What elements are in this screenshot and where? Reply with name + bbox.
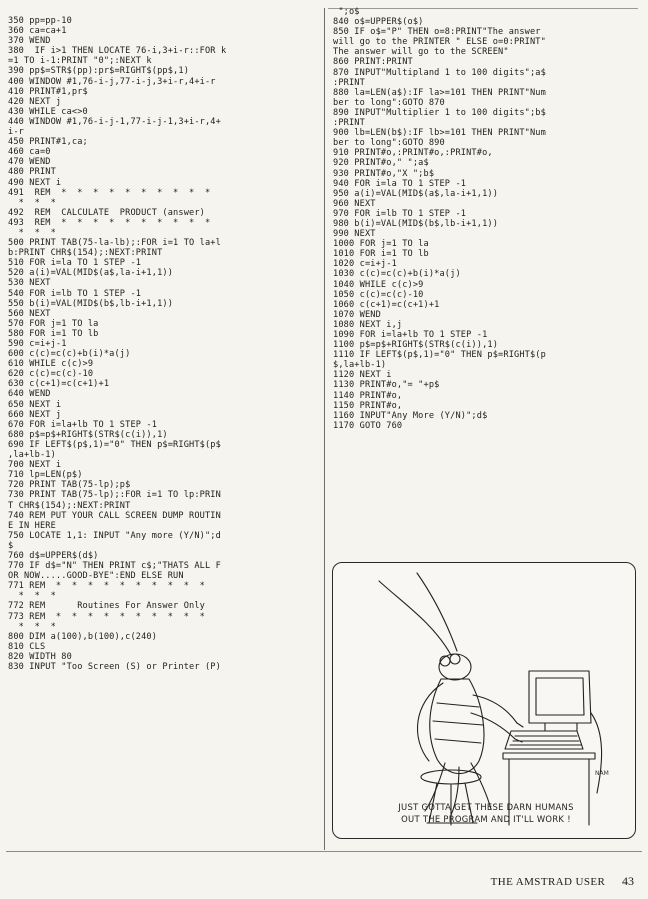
code-line: 950 a(i)=VAL(MID$(a$,la-i+1,1)) [333,188,499,199]
code-line: 1090 FOR i=la+lb TO 1 STEP -1 [333,330,488,340]
page-footer [491,874,634,889]
code-line: 590 c=i+j-1 [8,339,67,349]
code-line: 1150 PRINT#o, [333,400,403,411]
code-line: 430 WHILE ca<>0 [8,106,88,117]
code-line: 890 INPUT"Multiplier 1 to 100 digits";b$ [333,107,546,118]
code-line: 870 INPUT"Multipland 1 to 100 digits";a$ [333,67,546,78]
code-line: 493 REM * * * * * * * * * * [8,217,211,228]
code-line: 1140 PRINT#o, [333,390,403,401]
code-line: 1060 c(c+1)=c(c+1)+1 [333,299,440,310]
code-line: 440 WINDOW #1,76-i-j-1,77-i-j-1,3+i-r,4+ [8,116,221,127]
code-line: 800 DIM a(100),b(100),c(240) [8,631,158,642]
code-line: 960 NEXT [333,198,376,209]
code-line: 1170 GOTO 760 [333,420,403,431]
code-line: 390 pp$=STR$(pp):pr$=RIGHT$(pp$,1) [8,66,190,77]
code-line: 910 PRINT#o,:PRINT#o,:PRINT#o, [333,148,493,159]
code-line: =1 TO i-1:PRINT "0";:NEXT k [8,56,152,67]
code-line: 740 REM PUT YOUR CALL SCREEN DUMP ROUTIN [8,510,221,521]
code-line: 710 lp=LEN(p$) [8,470,83,481]
code-line: $ [8,540,14,551]
code-line: 930 PRINT#o,"X ";b$ [333,168,435,179]
code-line: 1130 PRINT#o,"= "+p$ [333,380,440,391]
code-line: 380 IF i>1 THEN LOCATE 76-i,3+i-r::FOR k [8,46,227,57]
code-line: 650 NEXT i [8,399,62,410]
code-line: 491 REM * * * * * * * * * * [8,187,211,198]
code-line: 360 ca=ca+1 [8,26,67,37]
code-line: 560 NEXT [8,308,51,319]
code-line: 980 b(i)=VAL(MID$(b$,lb-i+1,1)) [333,218,499,229]
code-line: 480 PRINT [8,167,56,178]
code-line: 370 WEND [8,36,51,47]
code-line: 400 WINDOW #1,76-i-j,77-i-j,3+i-r,4+i-r [8,76,216,87]
code-line: 460 ca=0 [8,147,51,158]
code-line: 840 o$=UPPER$(o$) [333,17,424,28]
code-line: ber to long":GOTO 870 [333,97,445,108]
code-line: 1010 FOR i=1 TO lb [333,249,429,260]
code-line: 700 NEXT i [8,460,62,471]
code-line: 1110 IF LEFT$(p$,1)="0" THEN p$=RIGHT$(p [333,350,546,361]
code-line: 900 lb=LEN(b$):IF lb>=101 THEN PRINT"Num [333,128,546,139]
cartoon-signature: NAM [595,770,609,777]
code-line: 1030 c(c)=c(c)+b(i)*a(j) [333,269,461,280]
code-line: 1100 p$=p$+RIGHT$(STR$(c(i)),1) [333,340,499,351]
code-line: 450 PRINT#1,ca; [8,137,88,148]
page-number: 43 [622,874,634,888]
code-line: 730 PRINT TAB(75-lp);:FOR i=1 TO lp:PRIN [8,490,221,501]
code-line: 610 WHILE c(c)>9 [8,359,94,370]
bug-at-computer-illustration [333,563,635,838]
code-line: 1040 WHILE c(c)>9 [333,279,424,290]
code-line: ";o$ [333,7,360,17]
code-line: 660 NEXT j [8,409,62,420]
code-line: 620 c(c)=c(c)-10 [8,369,94,380]
code-line: 510 FOR i=la TO 1 STEP -1 [8,258,142,269]
code-line: 771 REM * * * * * * * * * * [8,581,205,592]
code-line: T CHR$(154);:NEXT:PRINT [8,500,131,511]
code-line: 860 PRINT:PRINT [333,57,413,68]
code-line: 760 d$=UPPER$(d$) [8,550,99,561]
code-line: ,la+lb-1) [8,450,56,461]
cartoon-panel [332,562,636,839]
column-divider [324,8,325,850]
code-line: E IN HERE [8,520,56,531]
cartoon-caption [351,801,621,825]
code-line: 680 p$=p$+RIGHT$(STR$(c(i)),1) [8,429,168,440]
code-line: 520 a(i)=VAL(MID$(a$,la-i+1,1)) [8,268,174,279]
code-line: 772 REM Routines For Answer Only [8,601,205,612]
code-line: will go to the PRINTER " ELSE o=0:PRINT" [333,37,546,48]
code-line: 773 REM * * * * * * * * * * [8,611,205,622]
code-line: 940 FOR i=la TO 1 STEP -1 [333,178,467,189]
publication-name: THE AMSTRAD USER [490,876,606,888]
code-line: 810 CLS [8,641,46,652]
listing-left-column [8,16,318,672]
code-line: 1160 INPUT"Any More (Y/N)";d$ [333,410,488,421]
code-line: * * * [8,621,56,632]
code-line: 540 FOR i=lb TO 1 STEP -1 [8,288,142,299]
code-line: 850 IF o$="P" THEN o=8:PRINT"The answer [333,27,541,38]
code-line: 970 FOR i=lb TO 1 STEP -1 [333,208,467,219]
code-line: 750 LOCATE 1,1: INPUT "Any more (Y/N)";d [8,530,221,541]
code-line: 630 c(c+1)=c(c+1)+1 [8,379,110,390]
code-line: 350 pp=pp-10 [8,16,72,26]
code-line: 720 PRINT TAB(75-lp);p$ [8,480,131,491]
caption-line-1: JUST GOTTA GET THESE DARN HUMANS [398,802,574,812]
code-line: 1000 FOR j=1 TO la [333,239,429,250]
code-line: ber to long":GOTO 890 [333,138,445,149]
code-line: * * * [8,227,56,238]
code-line: 420 NEXT j [8,96,62,107]
code-line: 500 PRINT TAB(75-la-lb);:FOR i=1 TO la+l [8,238,221,249]
code-line: 580 FOR i=1 TO lb [8,328,99,339]
code-line: 1080 NEXT i,j [333,319,403,330]
bottom-rule [6,851,642,852]
code-line: 640 WEND [8,389,51,400]
code-line: * * * [8,591,56,602]
code-line: 880 la=LEN(a$):IF la>=101 THEN PRINT"Num [333,87,546,98]
code-line: 550 b(i)=VAL(MID$(b$,lb-i+1,1)) [8,298,174,309]
code-line: 1070 WEND [333,309,381,320]
code-line: 492 REM CALCULATE PRODUCT (answer) [8,207,205,218]
code-line: 530 NEXT [8,278,51,289]
code-line: The answer will go to the SCREEN" [333,47,509,58]
code-line: 820 WIDTH 80 [8,651,72,662]
code-line: 830 INPUT "Too Screen (S) or Printer (P) [8,662,221,672]
code-line: $,la+lb-1) [333,360,387,371]
code-line: 990 NEXT [333,229,376,240]
code-line: 600 c(c)=c(c)+b(i)*a(j) [8,349,131,360]
code-line: 670 FOR i=la+lb TO 1 STEP -1 [8,419,158,430]
code-line: :PRINT [333,77,365,88]
code-line: 1120 NEXT i [333,370,392,381]
code-line: b:PRINT CHR$(154);:NEXT:PRINT [8,248,163,259]
code-line: 1020 c=i+j-1 [333,259,397,270]
code-line: 410 PRINT#1,pr$ [8,86,88,97]
code-line: 1050 c(c)=c(c)-10 [333,289,424,300]
caption-line-2: OUT THE PROGRAM AND IT'LL WORK ! [401,814,571,824]
code-line: 690 IF LEFT$(p$,1)="0" THEN p$=RIGHT$(p$ [8,439,221,450]
code-line: 490 NEXT i [8,177,62,188]
code-line: OR NOW.....GOOD-BYE":END ELSE RUN [8,571,184,582]
code-line: :PRINT [333,118,365,129]
code-line: * * * [8,197,56,208]
code-line: 920 PRINT#o," ";a$ [333,158,429,169]
code-line: 770 IF d$="N" THEN PRINT c$;"THATS ALL F [8,561,221,572]
listing-right-column [333,7,633,431]
code-line: i-r [8,127,24,138]
code-line: 470 WEND [8,157,51,168]
code-line: 570 FOR j=1 TO la [8,318,99,329]
